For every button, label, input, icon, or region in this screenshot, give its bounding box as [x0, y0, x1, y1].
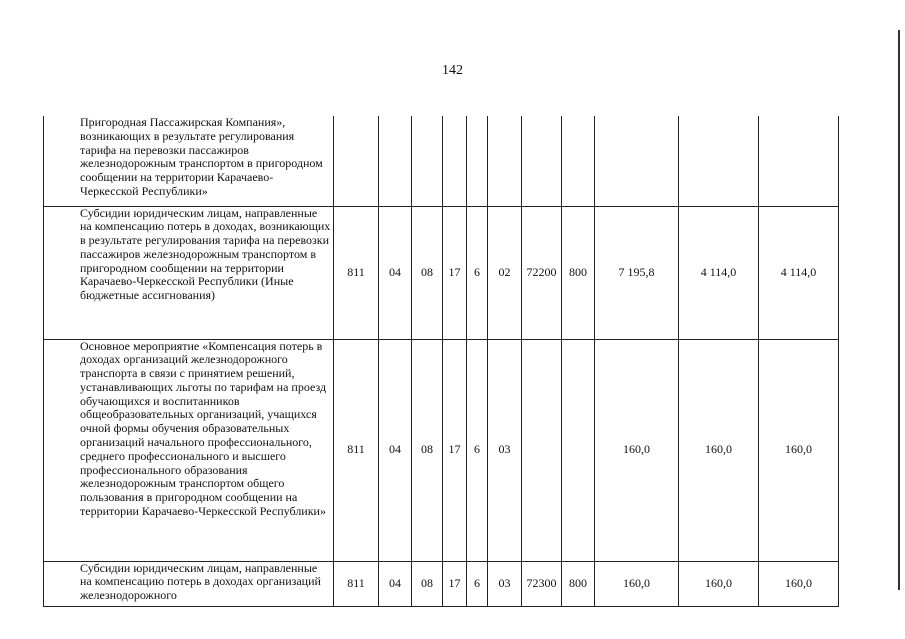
- table-row: [44, 116, 839, 206]
- direction-code: 72200: [522, 206, 562, 339]
- ministry-code: 811: [334, 561, 379, 606]
- amount-year3: 4 114,0: [759, 206, 839, 339]
- row-description: Пригородная Пассажирская Компания», возникающих в результате регулирования тарифа на перевозки пассажиров железнодорожным транспортом в пригородном сообщении на территории Карачаево-Черкесской Республики»: [44, 116, 334, 206]
- ministry-code: 811: [334, 206, 379, 339]
- section-code: [379, 116, 412, 206]
- amount-year3: [759, 116, 839, 206]
- expense-type-code: [562, 116, 595, 206]
- section-code: 04: [379, 561, 412, 606]
- amount-year2: [679, 116, 759, 206]
- row-description-text: Субсидии юридическим лицам, направленные на компенсацию потерь в доходах организаций железнодорожного: [80, 561, 321, 603]
- amount-year1: 7 195,8: [595, 206, 679, 339]
- program-code: 17: [443, 339, 467, 561]
- table-row: [44, 206, 839, 339]
- subsection-code: 08: [412, 561, 443, 606]
- expense-type-code: 800: [562, 561, 595, 606]
- row-description: Основное мероприятие «Компенсация потерь в доходах организаций железнодорожного транспорта в связи с принятием решений, устанавливающих льготы по тарифам на проезд обучающихся и воспитанников общеобразовательных организаций, учащихся очной формы обучения образовательных организаций начального профессионального, среднего профессионального и высшего профессионального образования железнодорожным транспортом общего пользования в пригородном сообщении на территории Карачаево-Черкесской Республики»: [44, 339, 334, 561]
- direction-code: 72300: [522, 561, 562, 606]
- direction-code: [522, 116, 562, 206]
- amount-year3: 160,0: [759, 561, 839, 606]
- amount-year1: 160,0: [595, 339, 679, 561]
- program-code: 17: [443, 561, 467, 606]
- program-code: 17: [443, 206, 467, 339]
- table-row: [44, 561, 839, 606]
- amount-year2: 160,0: [679, 339, 759, 561]
- subsection-code: 08: [412, 206, 443, 339]
- event-code: 02: [488, 206, 522, 339]
- row-description: Субсидии юридическим лицам, направленные на компенсацию потерь в доходах, возникающих в результате регулирования тарифа на перевозки пассажиров железнодорожным транспортом в пригородном сообщении на территории Карачаево-Черкесской Республики (Иные бюджетные ассигнования): [44, 206, 334, 339]
- amount-year1: [595, 116, 679, 206]
- subsection-code: 08: [412, 339, 443, 561]
- row-description: [44, 561, 334, 606]
- subprogram-code: 6: [467, 561, 488, 606]
- event-code: 03: [488, 561, 522, 606]
- event-code: 03: [488, 339, 522, 561]
- expense-type-code: [562, 339, 595, 561]
- ministry-code: 811: [334, 339, 379, 561]
- budget-table: [43, 116, 839, 607]
- section-code: 04: [379, 206, 412, 339]
- amount-year2: 4 114,0: [679, 206, 759, 339]
- expense-type-code: 800: [562, 206, 595, 339]
- subprogram-code: 6: [467, 339, 488, 561]
- amount-year3: 160,0: [759, 339, 839, 561]
- amount-year1: 160,0: [595, 561, 679, 606]
- subsection-code: [412, 116, 443, 206]
- event-code: [488, 116, 522, 206]
- direction-code: [522, 339, 562, 561]
- section-code: 04: [379, 339, 412, 561]
- subprogram-code: 6: [467, 206, 488, 339]
- subprogram-code: [467, 116, 488, 206]
- amount-year2: 160,0: [679, 561, 759, 606]
- table-row: [44, 339, 839, 561]
- program-code: [443, 116, 467, 206]
- scan-edge-line: [898, 30, 900, 590]
- page-number: 142: [442, 63, 463, 78]
- ministry-code: [334, 116, 379, 206]
